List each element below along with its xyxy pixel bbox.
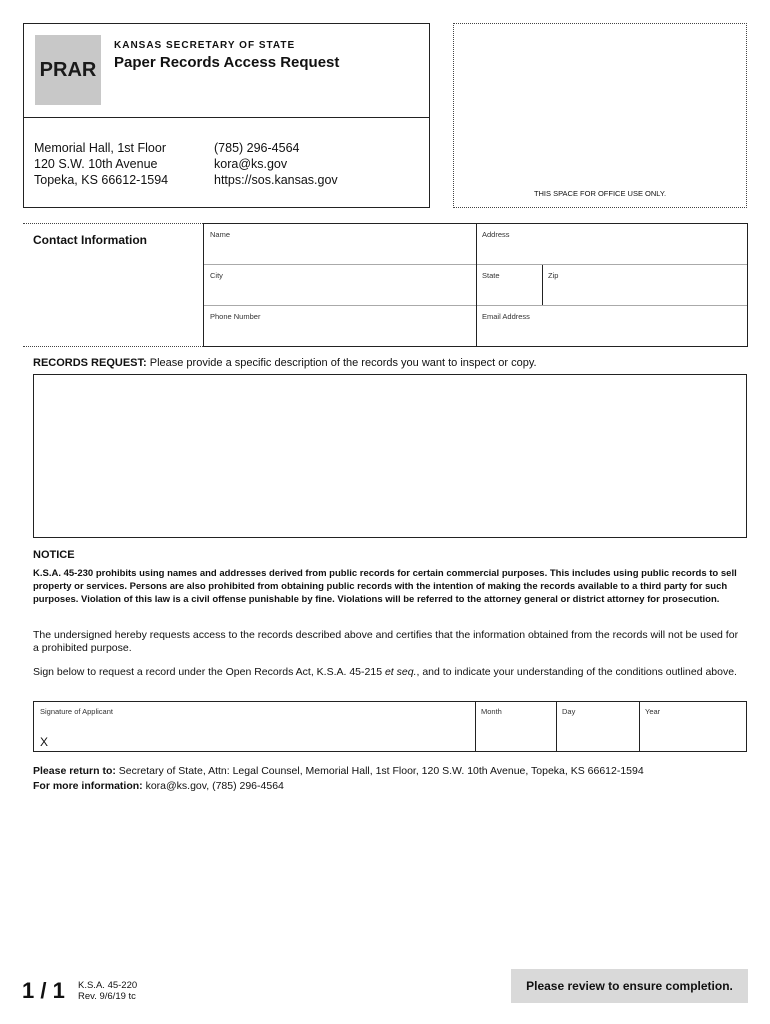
office-address — [34, 140, 168, 188]
sign-instruction-post: , and to indicate your understanding of the conditions outlined above. — [416, 666, 737, 678]
city-field-label: City — [210, 271, 223, 280]
day-field-label: Day — [562, 707, 576, 716]
name-field[interactable] — [204, 224, 476, 264]
sign-instruction-pre: Sign below to request a record under the Open Records Act, K.S.A. 45-215 — [33, 666, 385, 678]
agency-name: KANSAS SECRETARY OF STATE — [114, 40, 296, 51]
review-completion-button[interactable]: Please review to ensure completion. — [511, 969, 748, 1003]
info-label: For more information: — [33, 780, 143, 792]
records-request-label: RECORDS REQUEST: — [33, 357, 147, 369]
form-logo — [35, 35, 101, 105]
page-number: 1 / 1 — [22, 978, 65, 1003]
year-field[interactable] — [639, 702, 746, 751]
notice-title: NOTICE — [33, 549, 75, 561]
revision-date: Rev. 9/6/19 tc — [78, 991, 136, 1002]
city-field[interactable] — [204, 265, 476, 305]
revision-info — [78, 980, 137, 1002]
notice-statute-text: K.S.A. 45-230 prohibits using names and addresses derived from public records for certain commercial purposes. This includes using public records to sell property or services. Persons are also prohibited from obtaining public records with the intention of making the records available to a third party for such purposes. Violation of this law is a civil offense punishable by fine. Violations will be referred to the attorney general or district attorney for prosecution. — [33, 568, 737, 605]
logo-text: PRAR — [39, 59, 97, 81]
records-description-textarea[interactable] — [33, 374, 747, 538]
info-text: kora@ks.gov, (785) 296-4564 — [142, 780, 284, 792]
name-field-label: Name — [210, 230, 231, 239]
sign-instruction-em: et seq. — [384, 666, 417, 678]
address-line: Memorial Hall, 1st Floor — [34, 141, 166, 155]
sign-instruction — [33, 666, 745, 679]
header-box — [23, 23, 430, 208]
address-line: Topeka, KS 66612-1594 — [34, 173, 169, 187]
signature-field[interactable] — [34, 702, 475, 751]
zip-field-label: Zip — [548, 271, 559, 280]
address-line: 120 S.W. 10th Avenue — [34, 157, 158, 171]
year-field-label: Year — [645, 707, 661, 716]
email-field[interactable] — [476, 306, 748, 346]
office-contact — [214, 140, 338, 188]
records-request-instruction: Please provide a specific description of the records you want to inspect or copy. — [146, 357, 537, 369]
phone-field[interactable] — [204, 306, 476, 346]
address-field-label: Address — [482, 230, 510, 239]
zip-field[interactable] — [542, 265, 748, 305]
day-field[interactable] — [556, 702, 639, 751]
return-address — [33, 764, 644, 778]
signature-mark: X — [40, 735, 49, 749]
contact-section-label: Contact Information — [33, 233, 147, 247]
section-divider — [23, 223, 203, 224]
return-label: Please return to: — [33, 765, 116, 777]
month-field[interactable] — [475, 702, 556, 751]
office-use-box — [453, 23, 747, 208]
office-phone: (785) 296-4564 — [214, 141, 300, 155]
state-field[interactable] — [476, 265, 542, 305]
more-info — [33, 779, 284, 793]
signature-row — [33, 701, 747, 752]
statute-reference: K.S.A. 45-220 — [78, 980, 138, 991]
phone-field-label: Phone Number — [210, 312, 261, 321]
office-use-note: THIS SPACE FOR OFFICE USE ONLY. — [533, 189, 667, 198]
header-divider — [24, 117, 429, 118]
certification-text: The undersigned hereby requests access to the records described above and certifies that the information obtained from the records will not be used for a prohibited purpose. — [33, 629, 739, 654]
office-email: kora@ks.gov — [214, 157, 288, 171]
section-divider — [23, 346, 203, 347]
signature-field-label: Signature of Applicant — [40, 707, 113, 716]
form-title: Paper Records Access Request — [114, 54, 340, 71]
return-text: Secretary of State, Attn: Legal Counsel, Memorial Hall, 1st Floor, 120 S.W. 10th Avenue, Topeka, KS 66612-1594 — [115, 765, 644, 777]
address-field[interactable] — [476, 224, 748, 264]
email-field-label: Email Address — [482, 312, 530, 321]
office-website: https://sos.kansas.gov — [214, 173, 338, 187]
records-request-heading — [33, 357, 537, 369]
state-field-label: State — [482, 271, 500, 280]
month-field-label: Month — [481, 707, 502, 716]
contact-fields-grid — [203, 223, 748, 347]
